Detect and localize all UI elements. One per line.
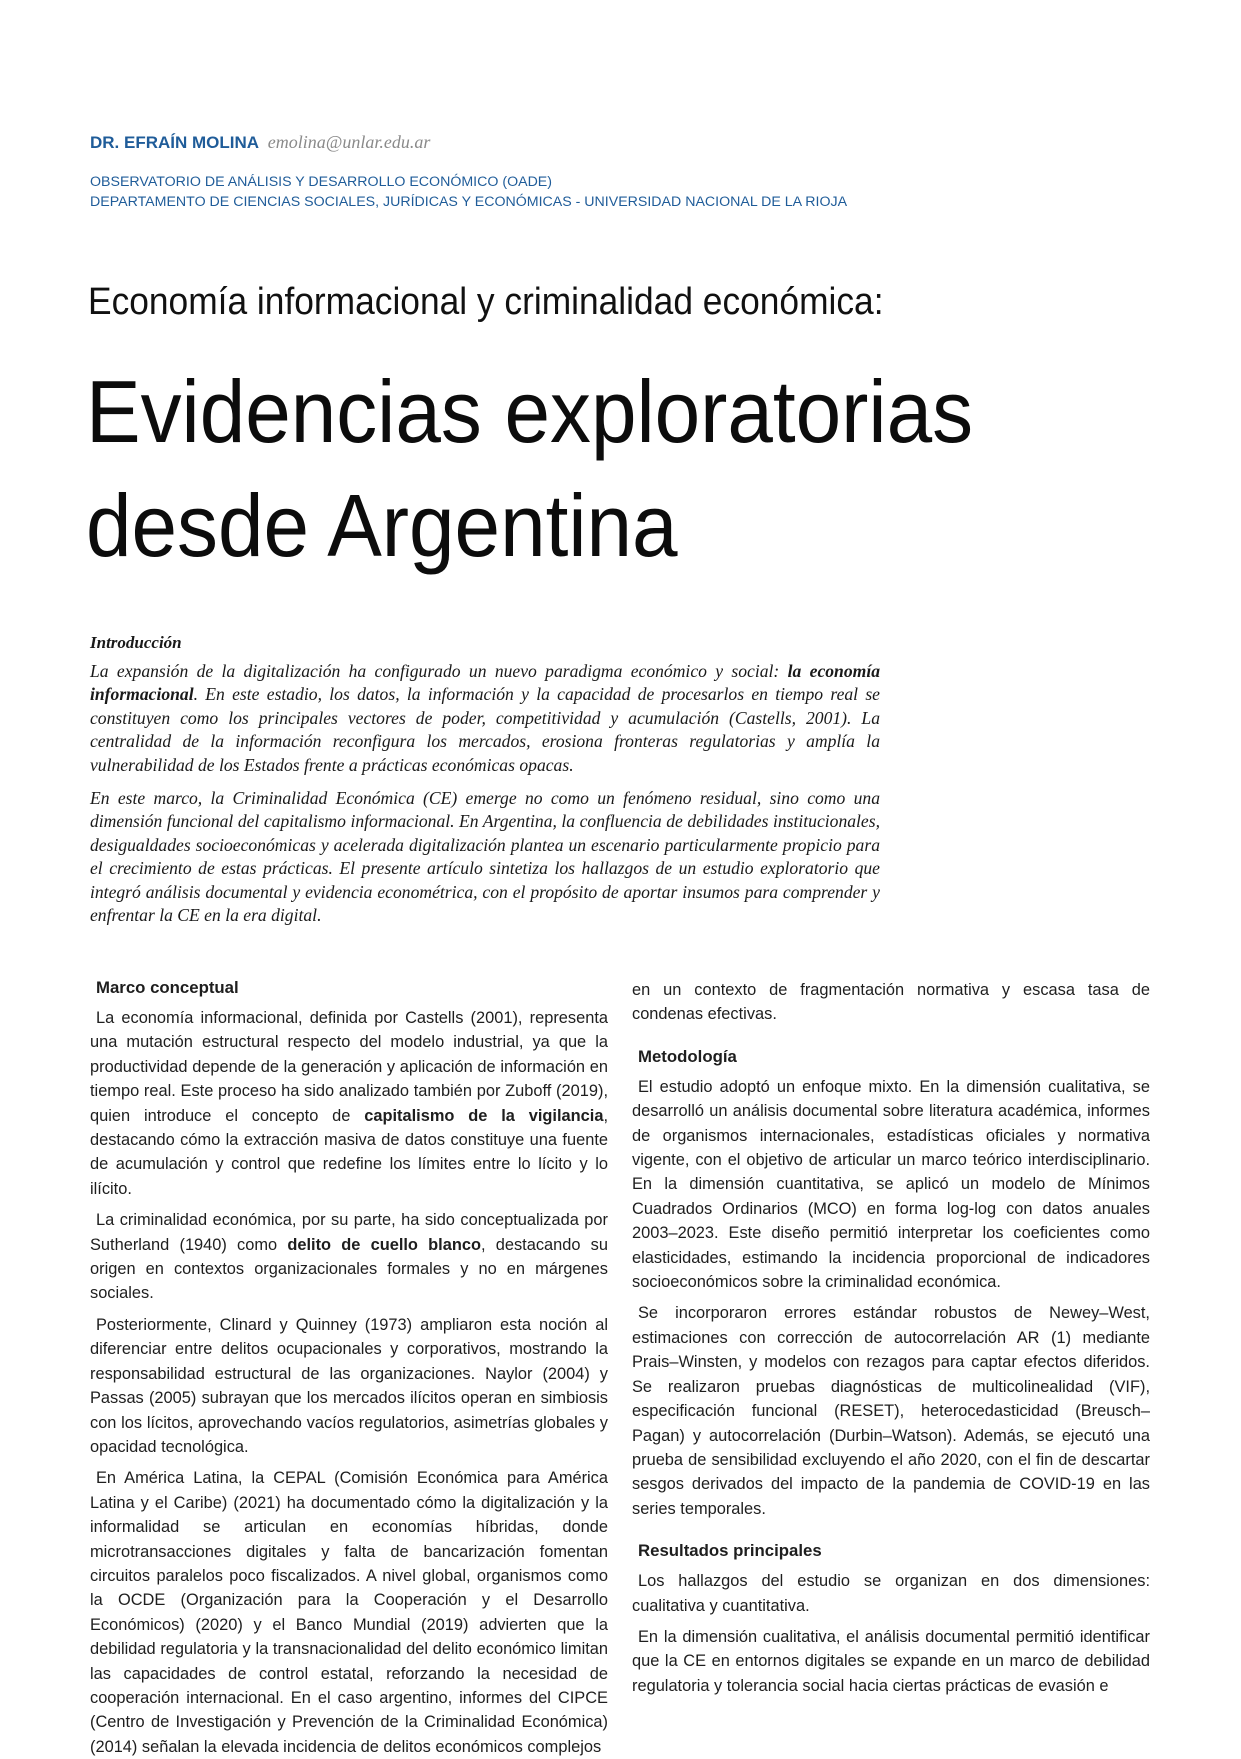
- introduction: [90, 632, 880, 937]
- body-text: , destacando su origen en contextos organizacionales formales y no en márgenes sociales.: [90, 1235, 608, 1303]
- body-paragraph: Los hallazgos del estudio se organizan en dos dimensiones: cualitativa y cuantitativa.: [632, 1572, 1150, 1615]
- right-column: [632, 978, 1150, 1705]
- body-paragraph: Posteriormente, Clinard y Quinney (1973) ampliaron esta noción al diferenciar entre delitos ocupacionales y corporativos, mostrando la responsabilidad estructural de las organizaciones. Naylor (2004) y Passas (2005) subrayan que los mercados ilícitos operan en simbiosis con los lícitos, aprovechando vacíos regulatorios, asimetrías globales y opacidad tecnológica.: [90, 1315, 608, 1456]
- author-line: [90, 131, 430, 154]
- intro-heading: Introducción: [90, 633, 182, 652]
- left-column: [90, 976, 608, 1759]
- author-email[interactable]: emolina@unlar.edu.ar: [267, 132, 431, 152]
- intro-paragraph: [90, 660, 880, 777]
- body-paragraph: El estudio adoptó un enfoque mixto. En la dimensión cualitativa, se desarrolló un análisis documental sobre literatura académica, informes de organismos internacionales, estadísticas oficiales y normativa vigente, con el objetivo de articular un marco teórico interdisciplinario. En la dimensión cuantitativa, se aplicó un modelo de Mínimos Cuadrados Ordinarios (MCO) en forma log-log con datos anuales 2003–2023. Este diseño permitió interpretar los coeficientes como elasticidades, estimando la incidencia proporcional de indicadores socioeconómicos sobre la criminalidad económica.: [632, 1077, 1150, 1292]
- section-heading-resultados: Resultados principales: [638, 1541, 822, 1561]
- body-paragraph: En América Latina, la CEPAL (Comisión Económica para América Latina y el Caribe) (2021) ha documentado cómo la digitalización y la informalidad se articulan en economías híbridas, donde microtransacciones digitales y falta de bancarización fomentan circuitos paralelos poco fiscalizados. A nivel global, organismos como la OCDE (Organización para la Cooperación y el Desarrollo Económicos) (2020) y el Banco Mundial (2019) advierten que la debilidad regulatoria y la transnacionalidad del delito económico limitan las capacidades de control estatal, reforzando la necesidad de cooperación internacional. En el caso argentino, informes del CIPCE (Centro de Investigación y Prevención de la Criminalidad Económica) (2014) señalan la elevada incidencia de delitos económicos complejos: [90, 1469, 608, 1756]
- title-line: Evidencias exploratorias: [86, 362, 974, 461]
- intro-text: . En este estadio, los datos, la información y la capacidad de procesarlos en tiempo real se constituyen como los principales vectores de poder, competitividad y acumulación (Castells, 2001). La centralidad de la información reconfigura los mercados, erosiona fronteras regulatorias y amplía la vulnerabilidad de los Estados frente a prácticas económicas opacas.: [90, 684, 880, 775]
- affiliation-line: OBSERVATORIO DE ANÁLISIS Y DESARROLLO ECONÓMICO (OADE): [90, 174, 552, 190]
- affiliation-line: DEPARTAMENTO DE CIENCIAS SOCIALES, JURÍDICAS Y ECONÓMICAS - UNIVERSIDAD NACIONAL DE LA RIOJA: [90, 194, 848, 210]
- body-text: La criminalidad económica, por su parte, ha sido conceptualizada por Sutherland (1940) como: [90, 1211, 608, 1254]
- intro-emphasis: la economía informacional: [90, 661, 881, 705]
- body-paragraph: [90, 1208, 608, 1306]
- section-heading-marco: Marco conceptual: [96, 978, 239, 997]
- body-paragraph: Se incorporaron errores estándar robustos de Newey–West, estimaciones con corrección de autocorrelación AR (1) mediante Prais–Winsten, y modelos con rezagos para captar efectos diferidos. Se realizaron pruebas diagnósticas de multicolinealidad (VIF), especificación funcional (RESET), heterocedasticidad (Breusch–Pagan) y autocorrelación (Durbin–Watson). Además, se ejecutó una prueba de sensibilidad excluyendo el año 2020, con el fin de descartar sesgos derivados del impacto de la pandemia de COVID-19 en las series temporales.: [632, 1304, 1150, 1518]
- intro-paragraph: En este marco, la Criminalidad Económica (CE) emerge no como un fenómeno residual, sino como una dimensión funcional del capitalismo informacional. En Argentina, la confluencia de debilidades institucionales, desigualdades socioeconómicas y acelerada digitalización plantea un escenario particularmente propicio para el crecimiento de estas prácticas. El presente artículo sintetiza los hallazgos de un estudio exploratorio que integró análisis documental y evidencia econométrica, con el propósito de aportar insumos para comprender y enfrentar la CE en la era digital.: [90, 788, 880, 926]
- body-paragraph: [90, 1006, 608, 1201]
- article-subtitle: Economía informacional y criminalidad económica:: [88, 281, 884, 323]
- author-name: DR. EFRAÍN MOLINA: [90, 133, 260, 152]
- body-text: , destacando cómo la extracción masiva de datos constituye una fuente de acumulación y control que redefine los límites entre lo lícito y lo ilícito.: [90, 1106, 609, 1198]
- title-line: desde Argentina: [86, 476, 678, 575]
- body-text: La economía informacional, definida por Castells (2001), representa una mutación estructural respecto del modelo industrial, ya que la productividad depende de la generación y aplicación de información en tiempo real. Este proceso ha sido analizado también por Zuboff (2019), quien introduce el concepto de: [90, 1009, 608, 1125]
- affiliations: [90, 172, 847, 212]
- intro-text: La expansión de la digitalización ha configurado un nuevo paradigma económico y social:: [90, 661, 788, 681]
- section-heading-metodologia: Metodología: [638, 1046, 737, 1066]
- body-paragraph: En la dimensión cualitativa, el análisis documental permitió identificar que la CE en entornos digitales se expande en un marco de debilidad regulatoria y tolerancia social hacia ciertas prácticas de evasión e: [632, 1627, 1150, 1695]
- key-term: capitalismo de la vigilancia: [364, 1106, 604, 1125]
- article-title: [86, 355, 973, 583]
- body-paragraph-continued: en un contexto de fragmentación normativa y escasa tasa de condenas efectivas.: [632, 981, 1150, 1024]
- key-term: delito de cuello blanco: [287, 1235, 481, 1254]
- author-block: [90, 131, 430, 154]
